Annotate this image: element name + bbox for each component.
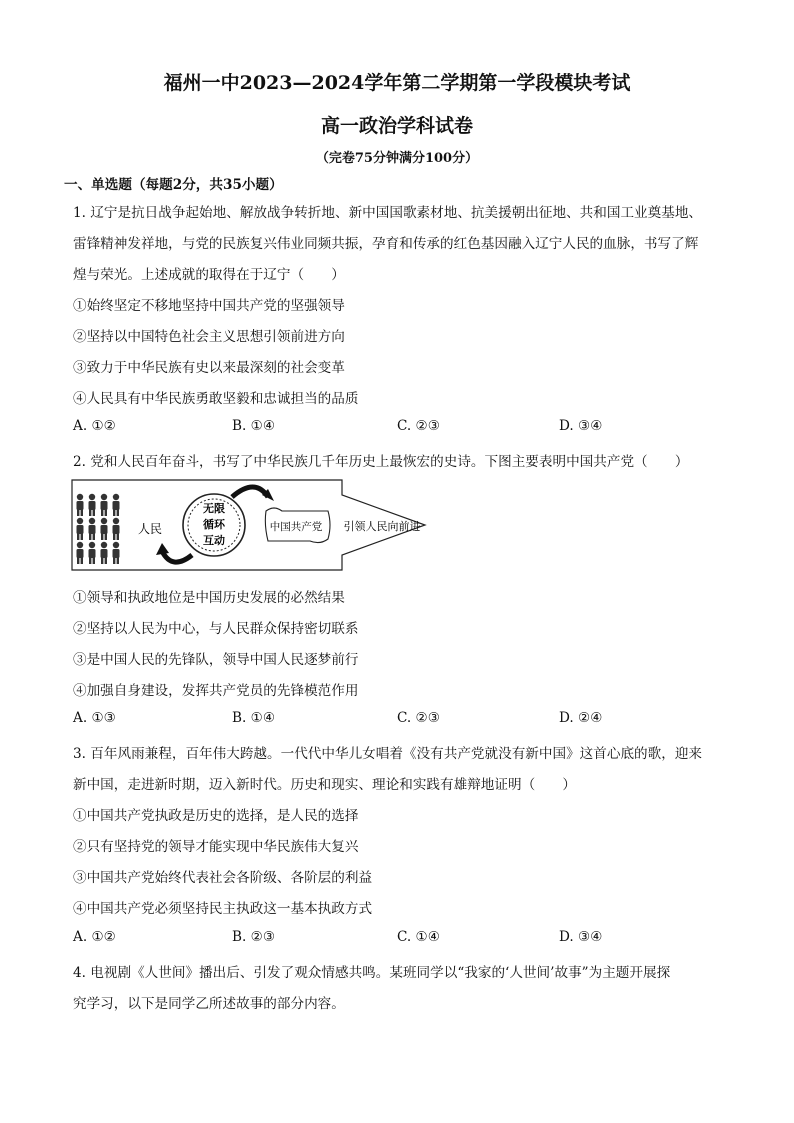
option-b[interactable]: B. ①④	[232, 710, 276, 726]
exam-time-note: （完卷75分钟满分100分）	[315, 151, 479, 166]
question-1-statement: ④人民具有中华民族勇敢坚毅和忠诚担当的品质	[73, 391, 359, 407]
question-4-stem-line: 4. 电视剧《人世间》播出后、引发了观众情感共鸣。某班同学以“我家的‘人世间’故事”为主题开展探	[73, 965, 671, 981]
question-1-statement: ①始终坚定不移地坚持中国共产党的坚强领导	[73, 298, 345, 314]
question-2-statement: ③是中国人民的先锋队，领导中国人民逐梦前行	[73, 652, 359, 668]
question-1-stem-line: 1. 辽宁是抗日战争起始地、解放战争转折地、新中国国歌素材地、抗美援朝出征地、共和国工业奠基地、	[73, 205, 703, 221]
option-c[interactable]: C. ②③	[397, 710, 440, 726]
question-2-statement: ①领导和执政地位是中国历史发展的必然结果	[73, 590, 345, 606]
exam-subtitle: 高一政治学科试卷	[320, 115, 473, 137]
question-1-options	[73, 418, 673, 438]
diagram-curved-arrow-top	[232, 487, 268, 497]
question-4-stem-line: 究学习，以下是同学乙所述故事的部分内容。	[73, 996, 345, 1012]
option-c[interactable]: C. ②③	[397, 418, 440, 434]
question-3-stem-line: 新中国，走进新时期，迈入新时代。历史和现实、理论和实践有雄辩地证明（ ）	[73, 777, 576, 793]
question-1-stem-line: 煌与荣光。上述成就的取得在于辽宁（ ）	[73, 267, 345, 283]
question-1-statement: ②坚持以中国特色社会主义思想引领前进方向	[73, 329, 345, 345]
option-a[interactable]: A. ①③	[73, 710, 116, 726]
option-c[interactable]: C. ①④	[397, 929, 440, 945]
question-3-statement: ④中国共产党必须坚持民主执政这一基本执政方式	[73, 901, 373, 917]
diagram-arrow-label: 引领人民向前进	[343, 520, 421, 533]
question-3-statement: ③中国共产党始终代表社会各阶级、各阶层的利益	[73, 870, 373, 886]
question-2-statement: ②坚持以人民为中心，与人民群众保持密切联系	[73, 621, 359, 637]
question-3-stem-line: 3. 百年风雨兼程，百年伟大跨越。一代代中华儿女唱着《没有共产党就没有新中国》这首心底的歌，迎来	[73, 746, 703, 762]
option-a[interactable]: A. ①②	[73, 418, 116, 434]
diagram-party-label: 中国共产党	[269, 521, 323, 533]
diagram-circle-line: 无限	[203, 502, 225, 515]
option-d[interactable]: D. ②④	[559, 710, 603, 726]
diagram-circle-line: 循环	[203, 518, 225, 531]
question-2-statement: ④加强自身建设，发挥共产党员的先锋模范作用	[73, 683, 359, 699]
diagram-arrowhead	[156, 543, 169, 555]
option-a[interactable]: A. ①②	[73, 929, 116, 945]
question-2-options	[73, 710, 673, 730]
question-3-statement: ②只有坚持党的领导才能实现中华民族伟大复兴	[73, 839, 359, 855]
question-3-options	[73, 929, 673, 949]
question-2-stem-line: 2. 党和人民百年奋斗，书写了中华民族几千年历史上最恢宏的史诗。下图主要表明中国共产党（ ）	[73, 454, 689, 470]
diagram-people-label: 人民	[138, 522, 163, 536]
question-2-diagram	[70, 475, 430, 575]
option-b[interactable]: B. ②③	[232, 929, 276, 945]
option-d[interactable]: D. ③④	[559, 418, 603, 434]
question-3-statement: ①中国共产党执政是历史的选择，是人民的选择	[73, 808, 359, 824]
question-1-stem-line: 雷锋精神发祥地，与党的民族复兴伟业同频共振，孕育和传承的红色基因融入辽宁人民的血脉，书写了辉	[73, 236, 699, 252]
option-d[interactable]: D. ③④	[559, 929, 603, 945]
people-icon	[77, 494, 120, 564]
question-1-statement: ③致力于中华民族有史以来最深刻的社会变革	[73, 360, 345, 376]
diagram-circle-line: 互动	[203, 534, 225, 547]
exam-title: 福州一中2023—2024学年第二学期第一学段模块考试	[163, 72, 631, 94]
section-heading: 一、单选题（每题2分，共35小题）	[64, 177, 283, 193]
option-b[interactable]: B. ①④	[232, 418, 276, 434]
